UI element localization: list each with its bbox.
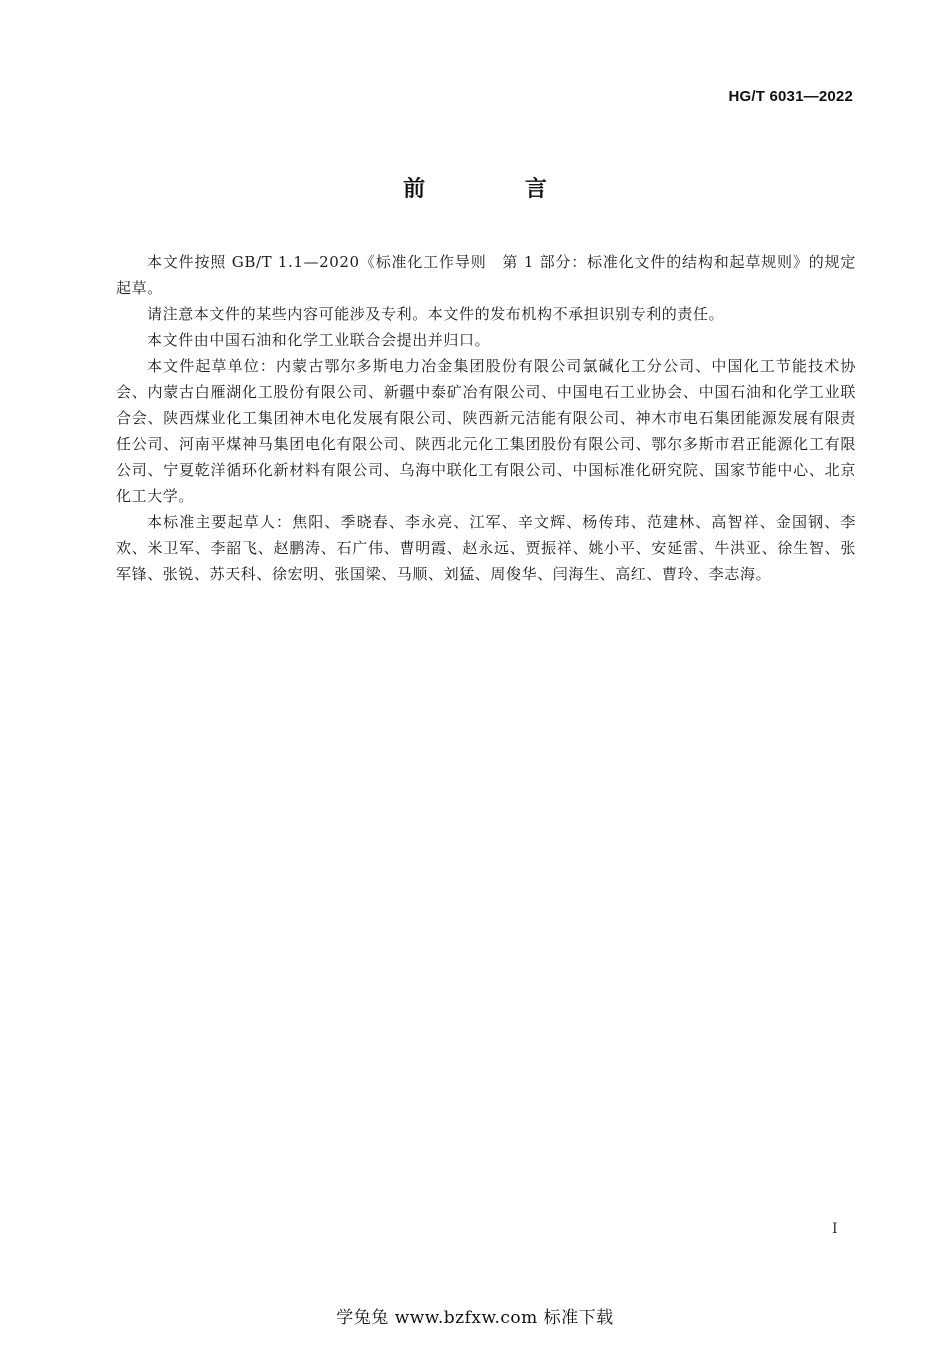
paragraph-proposer: 本文件由中国石油和化学工业联合会提出并归口。 [147, 331, 491, 349]
paragraph-patent-notice: 请注意本文件的某些内容可能涉及专利。本文件的发布机构不承担识别专利的责任。 [147, 305, 725, 323]
foreword-body [116, 249, 856, 587]
paragraph-drafting-units: 本文件起草单位：内蒙古鄂尔多斯电力冶金集团股份有限公司氯碱化工分公司、中国化工节能技术协会、内蒙古白雁湖化工股份有限公司、新疆中泰矿冶有限公司、中国电石工业协会、中国石油和化学工业联合会、陕西煤业化工集团神木电化发展有限公司、陕西新元洁能有限公司、神木市电石集团能源发展有限责任公司、河南平煤神马集团电化有限公司、陕西北元化工集团股份有限公司、鄂尔多斯市君正能源化工有限公司、宁夏乾洋循环化新材料有限公司、乌海中联化工有限公司、中国标准化研究院、国家节能中心、北京化工大学。 [116, 357, 856, 505]
page-title: 前 言 [403, 177, 593, 202]
page-number: I [832, 1221, 838, 1237]
paragraph-drafting-rules: 本文件按照 GB/T 1.1—2020《标准化工作导则 第 1 部分：标准化文件的结构和起草规则》的规定起草。 [116, 253, 856, 297]
paragraph-drafters: 本标准主要起草人：焦阳、季晓春、李永亮、江军、辛文辉、杨传玮、范建林、高智祥、金国钢、李欢、米卫军、李韶飞、赵鹏涛、石广伟、曹明霞、赵永远、贾振祥、姚小平、安延雷、牛洪亚、徐生智、张军锋、张锐、苏天科、徐宏明、张国梁、马顺、刘猛、周俊华、闫海生、高红、曹玲、李志海。 [116, 513, 856, 583]
watermark-text: 学兔兔 www.bzfxw.com 标准下载 [336, 1308, 614, 1328]
standard-code: HG/T 6031—2022 [728, 88, 853, 105]
